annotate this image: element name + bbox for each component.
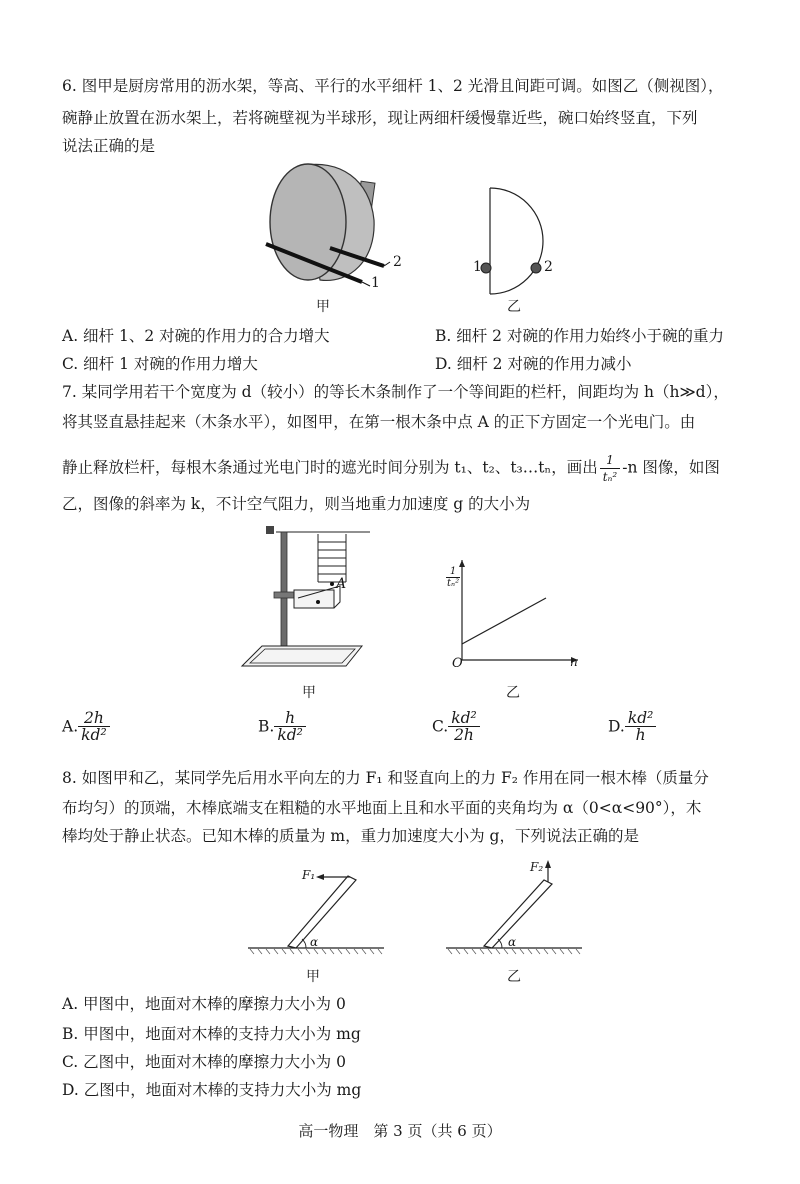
q7-option-b bbox=[258, 710, 306, 743]
q7-option-d-num: kd² bbox=[625, 710, 657, 727]
q7-option-b-letter: B. bbox=[258, 717, 275, 736]
q7-option-b-frac bbox=[274, 710, 306, 743]
q6-fig-b-caption: 乙 bbox=[507, 299, 521, 315]
q7-line-2: 将其竖直悬挂起来（木条水平），如图甲，在第一根木条中点 A 的正下方固定一个光电门。由 bbox=[62, 413, 696, 431]
q7-option-c-den: 2h bbox=[454, 726, 474, 744]
q7-fig-b-caption: 乙 bbox=[506, 685, 520, 701]
q7-option-d-frac bbox=[625, 710, 657, 743]
q7-option-d bbox=[608, 710, 656, 743]
q7-inline-fraction bbox=[600, 452, 621, 485]
q8-option-d: D. 乙图中，地面对木棒的支持力大小为 mg bbox=[62, 1081, 362, 1099]
q7-option-a bbox=[62, 710, 110, 743]
q6-fig-b-rod1: 1 bbox=[473, 259, 482, 275]
q6-figure-a bbox=[260, 160, 420, 290]
q6-fig-b-rod2: 2 bbox=[544, 259, 553, 275]
q8-force1-label: F₁ bbox=[302, 868, 316, 882]
page-footer: 高一物理 第 3 页（共 6 页） bbox=[298, 1122, 502, 1140]
q8-option-a: A. 甲图中，地面对木棒的摩擦力大小为 0 bbox=[62, 995, 346, 1013]
q8-line-3: 棒均处于静止状态。已知木棒的质量为 m，重力加速度大小为 g，下列说法正确的是 bbox=[62, 827, 639, 845]
q6-option-a: A. 细杆 1、2 对碗的作用力的合力增大 bbox=[62, 327, 330, 345]
q7-line-1: 7. 某同学用若干个宽度为 d（较小）的等长木条制作了一个等间距的栏杆，间距均为 h（h≫d）， bbox=[62, 383, 729, 401]
q6-line-3: 说法正确的是 bbox=[62, 137, 156, 155]
q6-fig-a-caption: 甲 bbox=[316, 299, 330, 315]
q7-option-b-den: kd² bbox=[277, 726, 303, 744]
q6-figure-b bbox=[470, 186, 560, 298]
q6-option-b: B. 细杆 2 对碗的作用力始终小于碗的重力 bbox=[435, 327, 724, 345]
q7-option-a-frac bbox=[78, 710, 110, 743]
q7-x-axis-label: n bbox=[570, 655, 578, 669]
q8-fig-a-angle: α bbox=[310, 935, 319, 949]
q7-option-a-num: 2h bbox=[78, 710, 110, 727]
q6-rod1-label: 1 bbox=[371, 275, 380, 291]
q7-line-4: 乙，图像的斜率为 k，不计空气阻力，则当地重力加速度 g 的大小为 bbox=[62, 495, 531, 513]
q8-force2-label: F₂ bbox=[530, 860, 544, 874]
q6-option-d: D. 细杆 2 对碗的作用力减小 bbox=[435, 355, 632, 373]
q7-origin-label: O bbox=[452, 656, 463, 671]
q7-y-axis-den: tₙ² bbox=[447, 578, 460, 589]
q8-fig-b-caption: 乙 bbox=[507, 969, 521, 985]
q6-option-c: C. 细杆 1 对碗的作用力增大 bbox=[62, 355, 258, 373]
q7-line-3-text: 静止释放栏杆，每根木条通过光电门时的遮光时间分别为 t₁、t₂、t₃…tₙ，画出 bbox=[62, 458, 598, 477]
q7-option-c-frac bbox=[448, 710, 480, 743]
q8-option-c: C. 乙图中，地面对木棒的摩擦力大小为 0 bbox=[62, 1053, 346, 1071]
q7-option-c bbox=[432, 710, 480, 743]
q8-line-1: 8. 如图甲和乙，某同学先后用水平向左的力 F₁ 和竖直向上的力 F₂ 作用在同一根木棒（质量分 bbox=[62, 769, 709, 787]
q7-option-a-den: kd² bbox=[81, 726, 107, 744]
q7-frac-num: 1 bbox=[600, 452, 621, 469]
q7-figure-a bbox=[238, 524, 368, 674]
q8-fig-b-angle: α bbox=[508, 935, 517, 949]
q6-rod2-label: 2 bbox=[393, 254, 402, 270]
q7-line-3-tail: -n 图像，如图 bbox=[622, 458, 720, 477]
q8-option-b: B. 甲图中，地面对木棒的支持力大小为 mg bbox=[62, 1025, 361, 1043]
q7-frac-den: tₙ² bbox=[602, 470, 618, 484]
q6-line-1: 6. 图甲是厨房常用的沥水架，等高、平行的水平细杆 1、2 光滑且间距可调。如图乙（侧视图）， bbox=[62, 77, 724, 95]
q7-figure-b bbox=[440, 560, 580, 670]
q7-option-d-letter: D. bbox=[608, 717, 625, 736]
q6-line-2: 碗静止放置在沥水架上，若将碗壁视为半球形，现让两细杆缓慢靠近些，碗口始终竖直，下列 bbox=[62, 109, 698, 127]
q7-y-axis-num: 1 bbox=[446, 566, 460, 578]
q7-option-c-letter: C. bbox=[432, 717, 449, 736]
q8-fig-a-caption: 甲 bbox=[306, 969, 320, 985]
q7-point-a-label: A bbox=[336, 576, 347, 592]
q8-line-2: 布均匀）的顶端，木棒底端支在粗糙的水平地面上且和水平面的夹角均为 α（0<α<90°），木 bbox=[62, 799, 702, 817]
q7-option-c-num: kd² bbox=[448, 710, 480, 727]
q7-option-d-den: h bbox=[635, 726, 646, 744]
q7-line-3 bbox=[62, 452, 720, 485]
q7-option-b-num: h bbox=[274, 710, 306, 727]
q7-option-a-letter: A. bbox=[62, 717, 79, 736]
q7-fig-a-caption: 甲 bbox=[302, 685, 316, 701]
q7-y-axis-label bbox=[446, 566, 460, 589]
